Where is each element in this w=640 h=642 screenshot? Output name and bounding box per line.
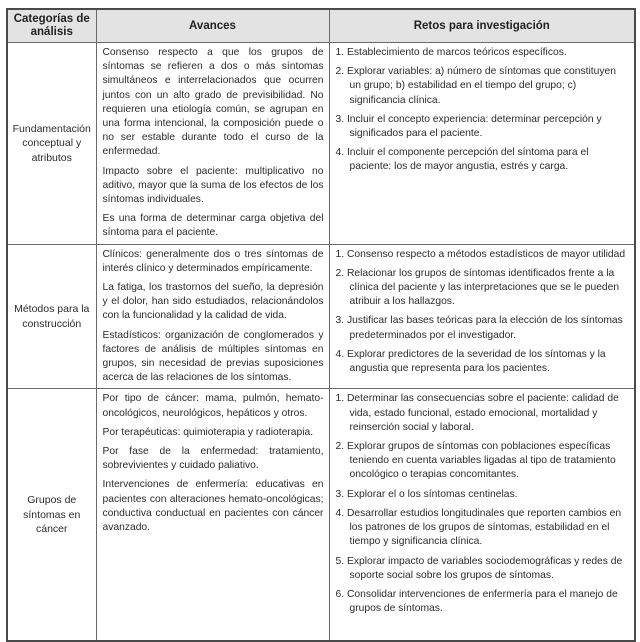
challenge-item: 3. Justificar las bases teóricas para la elección de los síntomas predeterminados por el investigador. [335, 315, 623, 341]
table-row [7, 389, 635, 642]
challenge-item: 4. Explorar predictores de la severidad de los síntomas y la angustia que representa para los pacientes. [335, 348, 606, 375]
advances-cell [96, 244, 329, 389]
advance-item: Clínicos: generalmente dos o tres síntomas de interés clínico y determinados empíricamente. [102, 248, 324, 274]
challenge-item: 2. Explorar variables: a) número de síntomas que constituyen un grupo; b) estabilidad en el tiempo del grupo; c) significancia clínica. [335, 66, 616, 106]
challenge-item: 1. Establecimiento de marcos teóricos específicos. [335, 47, 567, 58]
advance-item: La fatiga, los trastornos del sueño, la depresión y el dolor, han sido estudiados, relacionándolos con la funcionalidad y la calidad de vida. [102, 282, 324, 322]
category-cell: Grupos de síntomas en cáncer [7, 389, 96, 642]
symptom-clusters-table [6, 8, 636, 642]
challenge-item: 1. Consenso respecto a métodos estadísticos de mayor utilidad [335, 248, 626, 260]
challenges-cell [329, 244, 635, 389]
challenge-item: 6. Consolidar intervenciones de enfermería para el manejo de grupos de síntomas. [335, 588, 618, 615]
document-table-container [6, 8, 634, 642]
challenge-item: 5. Explorar impacto de variables sociodemográficas y redes de soporte social sobre los grupos de síntomas. [335, 555, 623, 581]
challenges-cell [329, 389, 635, 642]
advance-item: Por terapéuticas: quimioterapia y radioterapia. [102, 426, 314, 438]
advance-item: Consenso respecto a que los grupos de síntomas se refieren a dos o más síntomas simultáneos e interrelacionados que ocurren juntos con un alto grado de previsibilidad. No requieren una etiología común, se agrupan en una forma intencional, la composición puede o no ser estable durante todo el curso de la enfermedad. [102, 47, 324, 158]
header-advances: Avances [96, 9, 329, 43]
challenge-item: 3. Incluir el concepto experiencia: determinar percepción y significados para el paciente. [335, 113, 602, 140]
category-cell: Fundamentación conceptual y atributos [7, 43, 96, 245]
header-categories: Categorías de análisis [7, 9, 96, 43]
advance-item: Impacto sobre el paciente: multiplicativo no aditivo, mayor que la suma de los efectos de los síntomas individuales. [102, 165, 324, 206]
challenge-item: 1. Determinar las consecuencias sobre el paciente: calidad de vida, estado funcional, estado emocional, mortalidad y reinserción social y laboral. [335, 393, 619, 433]
table-row [7, 244, 635, 389]
table-row [7, 43, 635, 245]
challenge-item: 3. Explorar el o los síntomas centinelas. [335, 488, 518, 500]
advances-cell [96, 43, 329, 245]
advance-item: Por tipo de cáncer: mama, pulmón, hemato-oncológicos, neurológicos, hepáticos y otros. [102, 393, 324, 419]
category-cell: Métodos para la construcción [7, 244, 96, 389]
challenges-cell [329, 43, 635, 245]
advance-item: Por fase de la enfermedad: tratamiento, sobrevivientes y cuidado paliativo. [102, 446, 324, 472]
challenge-item: 2. Explorar grupos de síntomas con poblaciones específicas teniendo en cuenta variables ligadas al tipo de tratamiento oncológico o terapias concomitantes. [335, 441, 616, 481]
advances-cell [96, 389, 329, 642]
advance-item: Estadísticos: organización de conglomerados y factores de análisis de múltiples síntomas en grupos, sin necesidad de previas suposiciones acerca de las relaciones de los síntomas. [102, 329, 324, 384]
header-challenges: Retos para investigación [329, 9, 635, 43]
advance-item: Intervenciones de enfermería: educativas en pacientes con alteraciones hemato-oncológicas; conductiva conductual en pacientes con cáncer avanzado. [102, 479, 324, 534]
challenge-item: 2. Relacionar los grupos de síntomas identificados frente a la clínica del paciente y las interpretaciones que se le pueden atribuir a los hallazgos. [335, 267, 620, 308]
challenge-item: 4. Incluir el componente percepción del síntoma para el paciente: los de mayor angustia, estrés y carga. [335, 147, 589, 173]
challenge-item: 4. Desarrollar estudios longitudinales que reporten cambios en los patrones de los grupos de síntomas, estabilidad en el tiempo y significancia clínica. [335, 507, 622, 548]
table-header-row [7, 9, 635, 43]
advance-item: Es una forma de determinar carga objetiva del síntoma para el paciente. [102, 213, 324, 239]
